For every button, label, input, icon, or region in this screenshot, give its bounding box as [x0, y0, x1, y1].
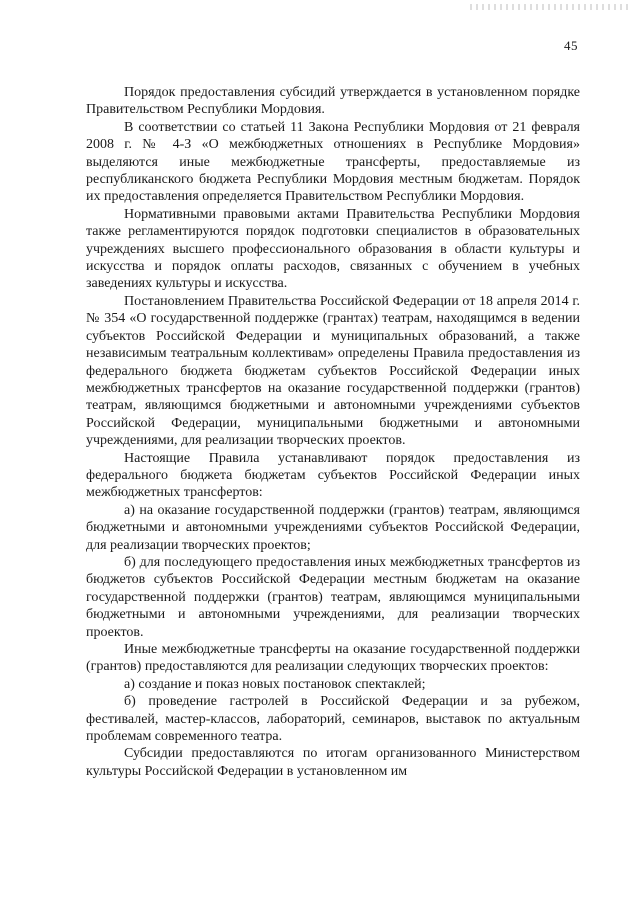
paragraph-6: Иные межбюджетные трансферты на оказание государственной поддержки (грантов) предоставляются для реализации следующих творческих проектов:	[86, 642, 580, 675]
list-item-b-1: б) для последующего предоставления иных межбюджетных трансфертов из бюджетов субъектов Российской Федерации местным бюджетам на оказание государственной поддержки (грантов) театрам, являющимся муниципальными бюджетными и автономными учреждениями, для реализации творческих проектов.	[86, 554, 580, 640]
paragraph-2: В соответствии со статьей 11 Закона Республики Мордовия от 21 февраля 2008 г. № 4-З «О межбюджетных отношениях в Республике Мордовия» выделяются иные межбюджетные трансферты, предоставляемые из республиканского бюджета Республики Мордовия местным бюджетам. Порядок их предоставления определяется Правительством Республики Мордовия.	[86, 119, 580, 205]
paragraph-3: Нормативными правовыми актами Правительства Республики Мордовия также регламентируются порядок подготовки специалистов в образовательных учреждениях высшего профессионального образования в области культуры и искусства и порядок оплаты расходов, связанных с обучением в учебных заведениях культуры и искусства.	[86, 206, 580, 292]
list-item-a-2: а) создание и показ новых постановок спектаклей;	[124, 676, 426, 692]
document-body	[86, 84, 580, 780]
paragraph-5: Настоящие Правила устанавливают порядок предоставления из федерального бюджета бюджетам субъектов Российской Федерации иных межбюджетных трансфертов:	[86, 450, 580, 501]
page-number: 45	[564, 38, 578, 53]
list-item-b-2: б) проведение гастролей в Российской Федерации и за рубежом, фестивалей, мастер-классов, лабораторий, семинаров, выставок по актуальным проблемам современного театра.	[86, 694, 580, 745]
list-item-a-1: а) на оказание государственной поддержки (грантов) театрам, являющимся бюджетными и автономными учреждениями субъектов Российской Федерации, для реализации творческих проектов;	[86, 502, 580, 553]
paragraph-4: Постановлением Правительства Российской Федерации от 18 апреля 2014 г. № 354 «О государственной поддержке (грантах) театрам, находящимся в ведении субъектов Российской Федерации и муниципальных образований, а также независимым театральным коллективам» определены Правила предоставления из федерального бюджета бюджетам субъектов Российской Федерации иных межбюджетных трансфертов на оказание государственной поддержки (грантов) театрам, являющимся бюджетными и автономными учреждениями субъектов Российской Федерации, муниципальными бюджетными и автономными учреждениями, для реализации творческих проектов.	[86, 293, 580, 449]
scan-artifact	[470, 4, 630, 10]
paragraph-7: Субсидии предоставляются по итогам организованного Министерством культуры Российской Федерации в установленном им	[86, 746, 580, 779]
paragraph-1: Порядок предоставления субсидий утверждается в установленном порядке Правительством Республики Мордовия.	[86, 85, 580, 118]
